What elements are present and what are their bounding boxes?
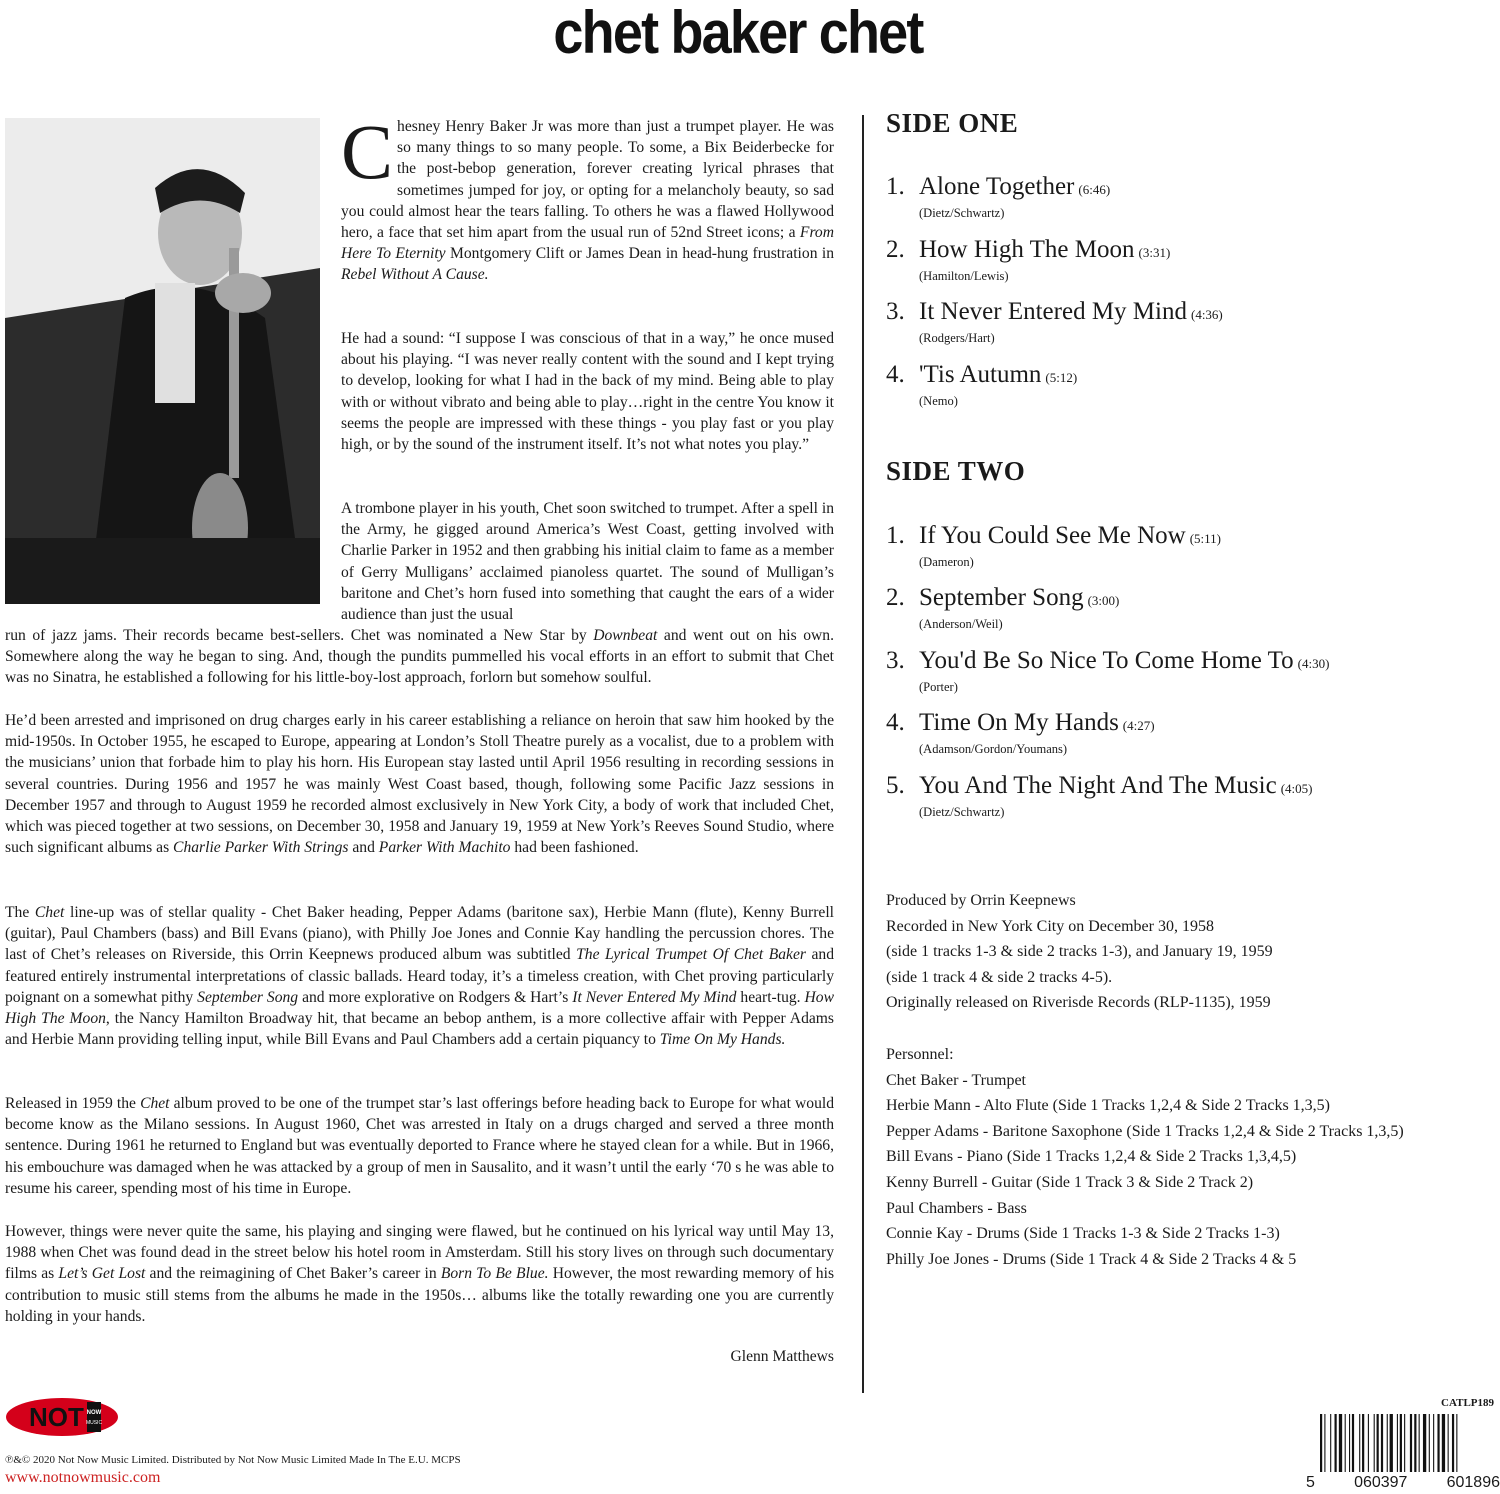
track-title: September Song [919,584,1084,611]
barcode-bar [1349,1414,1350,1472]
track-duration: (3:31) [1138,245,1171,260]
barcode-bar [1339,1414,1342,1472]
personnel-line: Chet Baker - Trumpet [886,1071,1026,1089]
barcode-bar [1324,1414,1325,1472]
track-number: 1. [886,173,905,200]
track-composers: (Adamson/Gordon/Youmans) [919,742,1068,756]
essay-paragraph-6: Released in 1959 the Chet album proved to be one of the trumpet star’s last offerings before heading back to Europe for what would become know as the Milano sessions. In August 1960, Chet was arrested in Italy on a drugs charged and served a three month sentence. During 1961 he returned to England but was eventually deported to France where he stayed clean for a while. But in 1966, his embouchure was damaged when he was attacked by a group of men in Sausalito, and it wasn’t until the early ‘70 s he was able to resume his career, spending most of his time in Europe. [5,1095,835,1197]
side-one-track [886,297,1486,346]
barcode-bar [1410,1414,1412,1472]
drop-cap: C [341,108,394,195]
barcode-bar [1335,1414,1337,1472]
essay-paragraph-3b: run of jazz jams. Their records became best-sellers. Chet was nominated a New Star by Downbeat and went out on his own. Somewhere along the way he began to sing. And, though the pundits pummelled his vocal efforts in an effort to submit that Chet was no Sinatra, he established a following for his little-boy-lost approach, forlorn but somehow soulful. [5,627,834,687]
barcode-bar [1442,1414,1445,1472]
barcode-bar [1377,1414,1379,1472]
svg-text:MUSIC: MUSIC [85,1420,103,1426]
track-composers: (Rodgers/Hart) [919,331,995,345]
track-number: 1. [886,522,905,549]
track-duration: (5:12) [1045,370,1078,385]
album-title: chet baker chet [553,0,923,66]
track-duration: (4:30) [1297,656,1330,671]
barcode-bar [1400,1414,1402,1472]
track-title: Alone Together [919,173,1075,200]
barcode-bar [1448,1414,1449,1472]
track-title: If You Could See Me Now [919,522,1186,549]
essay-paragraph-3a: A trombone player in his youth, Chet soon switched to trumpet. After a spell in the Army, he gigged around America’s West Coast, getting involved with Charlie Parker in 1952 and then grabbing his initial claim to fame as a member of Gerry Mulligans’ acclaimed pianoless quartet. The sound of Mulligan’s baritone and Chet’s horn fused into something that caught the ears of a wider audience than just the usual [341,500,834,624]
personnel-heading: Personnel: [886,1046,954,1063]
personnel-line: Kenny Burrell - Guitar (Side 1 Track 3 & Side 2 Track 2) [886,1173,1254,1191]
side-two-track [886,646,1486,695]
barcode-bar [1381,1414,1383,1472]
barcode-bar [1397,1414,1398,1472]
barcode-bar [1352,1414,1354,1472]
track-title: 'Tis Autumn [919,361,1042,388]
track-number: 4. [886,361,905,388]
track-number: 4. [886,709,905,736]
track-title: You And The Night And The Music [919,772,1277,799]
credit-line: Originally released on Riverisde Records (RLP-1135), 1959 [886,994,1271,1012]
track-duration: (3:00) [1087,593,1120,608]
side-two-track [886,708,1486,757]
track-composers: (Dietz/Schwartz) [919,206,1005,220]
side-one-track [886,172,1486,221]
svg-text:NOT: NOT [29,1402,84,1432]
barcode-bar [1368,1414,1369,1472]
barcode-bar [1387,1414,1388,1472]
track-duration: (4:05) [1280,781,1313,796]
barcode-digits [1306,1474,1500,1492]
essay-paragraph-4: He’d been arrested and imprisoned on drug charges early in his career establishing a reliance on heroin that saw him hooked by the mid-1950s. In October 1955, he escaped to Europe, appearing at London’s Stoll Theatre purely as a vocalist, due to a problem with the musicians’ union that forbade him to play his horn. His European stay lasted until April 1956 resulting in recording sessions in several countries. During 1956 and 1957 he was mainly West Coast based, though, following some Pacific Jazz sessions in December 1957 and through to August 1959 he recorded almost exclusively in New York City, a body of work that included Chet, which was pieced together at two sessions, on December 30, 1958 and January 19, 1959 at New York’s Reeves Sound Studio, where such significant albums as Charlie Parker With Strings and Parker With Machito had been fashioned. [5,712,834,857]
credit-line: Recorded in New York City on December 30, 1958 [886,917,1214,935]
side-two-heading: SIDE TWO [886,456,1026,486]
barcode-bar [1359,1414,1360,1472]
personnel-line: Bill Evans - Piano (Side 1 Tracks 1,2,4 & Side 2 Tracks 1,3,4,5) [886,1148,1297,1166]
barcode-bar [1456,1414,1457,1472]
track-title: It Never Entered My Mind [919,298,1187,325]
barcode-bar [1419,1414,1420,1472]
side-one-heading: SIDE ONE [886,108,1019,138]
personnel-line: Connie Kay - Drums (Side 1 Tracks 1-3 & Side 2 Tracks 1-3) [886,1225,1280,1243]
barcode-digit-group: 060397 [1354,1474,1408,1491]
track-number: 3. [886,298,905,325]
catalog-number: CATLP189 [1441,1397,1494,1409]
barcode-digit-group: 5 [1306,1474,1315,1491]
barcode-bar [1330,1414,1331,1472]
track-composers: (Hamilton/Lewis) [919,269,1009,283]
side-two-track [886,583,1486,632]
track-duration: (5:11) [1189,531,1221,546]
credit-line: (side 1 track 4 & side 2 tracks 4-5). [886,968,1113,986]
barcode-bar [1433,1414,1434,1472]
credit-line: Produced by Orrin Keepnews [886,892,1076,909]
personnel-list [886,1042,1486,1272]
track-composers: (Porter) [919,680,958,694]
side-two-track [886,771,1486,820]
track-duration: (4:27) [1122,718,1155,733]
track-composers: (Dameron) [919,555,974,569]
side-two-track [886,521,1486,570]
barcode-bar [1429,1414,1430,1472]
essay-paragraph-5: The Chet line-up was of stellar quality - Chet Baker heading, Pepper Adams (baritone sax), Herbie Mann (flute), Kenny Burrell (guitar), Paul Chambers (bass) and Bill Evans (piano), with Philly Joe Jones and Connie Kay handling the percussion chores. The last of Chet’s releases on Riverside, this Orrin Keepnews produced album was subtitled The Lyrical Trumpet Of Chet Baker and featured entirely instrumental interpretations of classic ballads. Heard today, it’s a timeless creation, with Chet proving particularly poignant on a somewhat pithy September Song and more explorative on Rodgers & Hart’s It Never Entered My Mind heart-tug. How High The Moon, the Nancy Hamilton Broadway hit, that became an bebop anthem, is a more collective affair with Pepper Adams and Herbie Mann providing telling input, while Bill Evans and Paul Chambers add a certain piquancy to Time On My Hands. [5,904,835,1049]
author-signature: Glenn Matthews [730,1348,834,1365]
track-title: Time On My Hands [919,709,1119,736]
personnel-line: Herbie Mann - Alto Flute (Side 1 Tracks 1,2,4 & Side 2 Tracks 1,3,5) [886,1097,1330,1115]
barcode-bar [1345,1414,1346,1472]
track-composers: (Anderson/Weil) [919,617,1003,631]
barcode-bar [1423,1414,1426,1472]
barcode-bar [1452,1414,1454,1472]
barcode-bar [1320,1414,1322,1472]
track-number: 5. [886,772,905,799]
track-duration: (6:46) [1078,182,1111,197]
barcode-bar [1414,1414,1416,1472]
personnel-line: Pepper Adams - Baritone Saxophone (Side 1 Tracks 1,2,4 & Side 2 Tracks 1,3,5) [886,1122,1404,1140]
track-number: 2. [886,584,905,611]
barcode [1318,1414,1498,1476]
svg-text:NOW: NOW [86,1410,102,1416]
copyright-notice: ℗&© 2020 Not Now Music Limited. Distributed by Not Now Music Limited Made In The E.U. MCPS [5,1454,461,1466]
track-composers: (Nemo) [919,394,958,408]
chet-baker-photo [5,118,320,604]
essay-paragraph-1: Chesney Henry Baker Jr was more than just a trumpet player. He was so many things to so many people. To some, a Bix Beiderbecke for the post-bebop generation, forever creating lyrical phrases that sometimes jumped for joy, or opting for a melancholy beauty, so sad you could almost hear the tears falling. To others he was a flawed Hollywood hero, a face that set him apart from the usual run of 52nd Street icons; a From Here To Eternity Montgomery Clift or James Dean in head-hung frustration in Rebel Without A Cause. [341,108,834,284]
column-divider [862,115,864,1393]
barcode-bar [1404,1414,1405,1472]
essay-paragraph-7: However, things were never quite the same, his playing and singing were flawed, but he continued on his lyrical way until May 13, 1988 when Chet was found dead in the street below his hotel room in Amsterdam. Still his story lives on through such documentary films as Let’s Get Lost and the reimagining of Chet Baker’s career in Born To Be Blue. However, the most rewarding memory of his contribution to music still stems from the albums he made in the 1950s… albums like the totally rewarding one you are currently holding in your hands. [5,1223,835,1325]
track-number: 3. [886,647,905,674]
essay-paragraph-2: He had a sound: “I suppose I was conscious of that in a way,” he once mused about his playing. “I was never really content with the sound and I kept trying to develop, looking for what I had in the back of my mind. Being able to play with or without vibrato and being able to play…right in the centre You know it seems the people are impressed with these things - you play fast or you play high, or by the sound of the instrument itself. It’s not what notes you play.” [341,330,834,454]
not-now-music-logo [5,1396,120,1438]
personnel-line: Philly Joe Jones - Drums (Side 1 Track 4 & Side 2 Tracks 4 & 5 [886,1250,1297,1268]
personnel-line: Paul Chambers - Bass [886,1199,1027,1217]
track-duration: (4:36) [1190,307,1223,322]
track-title: How High The Moon [919,236,1135,263]
track-title: You'd Be So Nice To Come Home To [919,647,1294,674]
barcode-bar [1437,1414,1439,1472]
production-credits [886,888,1486,1016]
track-composers: (Dietz/Schwartz) [919,805,1005,819]
barcode-bar [1362,1414,1364,1472]
barcode-digit-group: 601896 [1446,1474,1500,1491]
barcode-bar [1374,1414,1375,1472]
barcode-bar [1390,1414,1393,1472]
website-link[interactable]: www.notnowmusic.com [5,1469,161,1486]
credit-line: (side 1 tracks 1-3 & side 2 tracks 1-3), and January 19, 1959 [886,943,1273,961]
side-one-track [886,235,1486,284]
side-one-track [886,360,1486,409]
track-number: 2. [886,236,905,263]
